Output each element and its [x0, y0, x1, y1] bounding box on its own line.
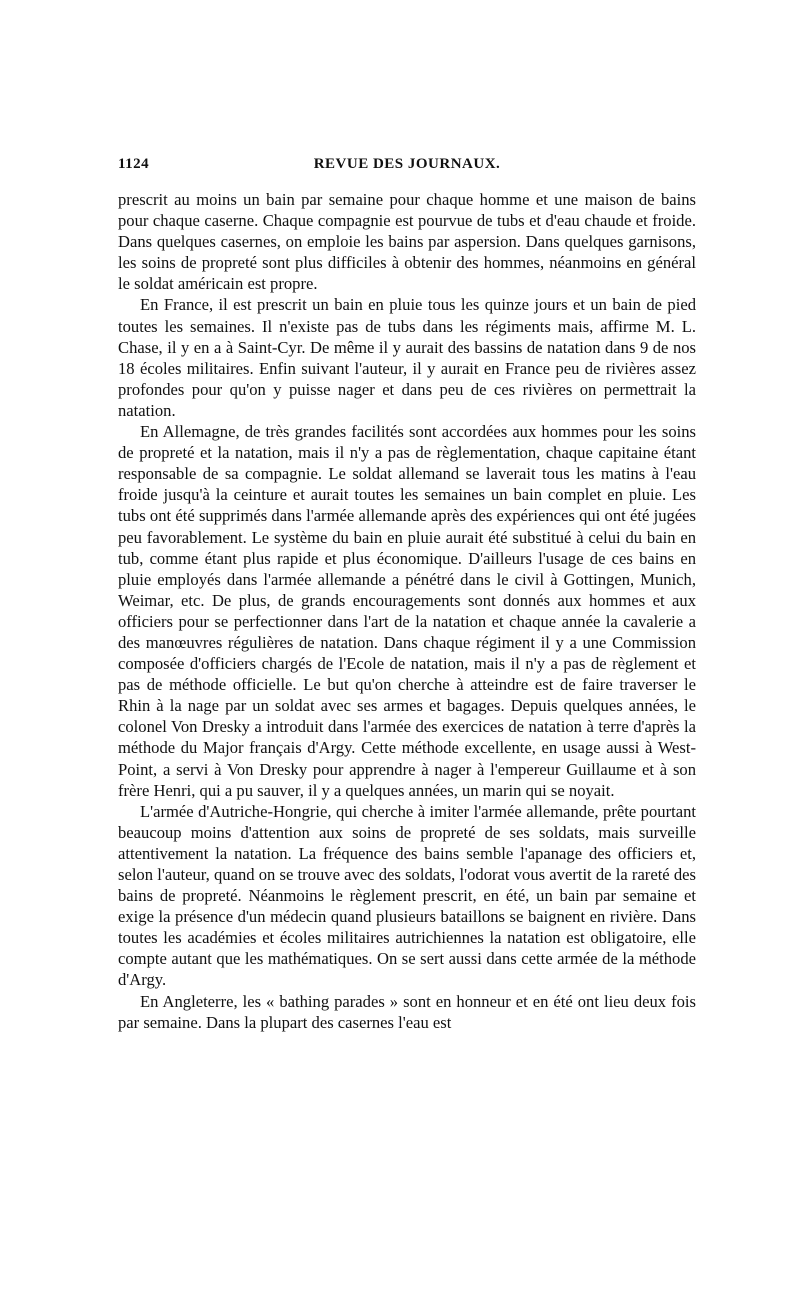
body-text — [118, 189, 696, 1033]
page-number: 1124 — [118, 156, 150, 172]
page — [118, 156, 696, 1033]
journal-title: REVUE DES JOURNAUX. — [313, 156, 501, 172]
paragraph-autriche-hongrie: L'armée d'Autriche-Hongrie, qui cherche à imiter l'armée allemande, prête pourtant beaucoup moins d'attention aux soins de propreté de ses soldats, mais surveille attentivement la natation. La fréquence des bains semble l'apanage des officiers et, selon l'auteur, quand on se trouve avec des soldats, l'odorat vous avertit de la rareté des bains de propreté. Néanmoins le règlement prescrit, en été, un bain par semaine et exige la présence d'un médecin quand plusieurs bataillons se baignent en rivière. Dans toutes les académies et écoles militaires autrichiennes la natation est obligatoire, elle compte autant que les mathématiques. On se sert aussi dans cette armée de la méthode d'Argy. — [118, 801, 696, 990]
paragraph-allemagne: En Allemagne, de très grandes facilités sont accordées aux hommes pour les soins de propreté et la natation, mais il n'y a pas de règlementation, chaque capitaine étant responsable de sa compagnie. Le soldat allemand se laverait tous les matins à l'eau froide jusqu'à la ceinture et aurait toutes les semaines un bain complet en pluie. Les tubs ont été supprimés dans l'armée allemande après des expériences qui ont été jugées peu favorablement. Le système du bain en pluie aurait été substitué à celui du bain en tub, comme étant plus rapide et plus économique. D'ailleurs l'usage de ces bains en pluie employés dans l'armée allemande a pénétré dans le civil à Gottingen, Munich, Weimar, etc. De plus, de grands encouragements sont donnés aux hommes et aux officiers pour se perfectionner dans l'art de la natation et chaque année la cavalerie a des manœuvres régulières de natation. Dans chaque régiment il y a une Commission composée d'officiers chargés de l'Ecole de natation, mais il n'y a pas de règlement et pas de méthode officielle. Le but qu'on cherche à atteindre est de faire traverser le Rhin à la nage par un soldat avec ses armes et bagages. Depuis quelques années, le colonel Von Dresky a introduit dans l'armée des exercices de natation à terre d'après la méthode du Major français d'Argy. Cette méthode excellente, en usage aussi à West-Point, a servi à Von Dresky pour apprendre à nager à l'empereur Guillaume et à son frère Henri, qui a pu sauver, il y a quelques années, un marin qui se noyait. — [118, 422, 696, 800]
paragraph-france: En France, il est prescrit un bain en pluie tous les quinze jours et un bain de pied toutes les semaines. Il n'existe pas de tubs dans les régiments mais, affirme M. L. Chase, il y en a à Saint-Cyr. De même il y aurait des bassins de natation dans 9 de nos 18 écoles militaires. Enfin suivant l'auteur, il y aurait en France peu de rivières assez profondes pour qu'on y puisse nager et dans peu de ces rivières on permettrait la natation. — [118, 295, 696, 420]
paragraph-continuation: prescrit au moins un bain par semaine pour chaque homme et une maison de bains pour chaque caserne. Chaque compagnie est pourvue de tubs et d'eau chaude et froide. Dans quelques casernes, on emploie les bains par aspersion. Dans quelques garnisons, les soins de propreté sont plus difficiles à obtenir des hommes, néanmoins en général le soldat américain est propre. — [118, 190, 696, 294]
running-head — [118, 156, 696, 178]
paragraph-angleterre: En Angleterre, les « bathing parades » sont en honneur et en été ont lieu deux fois par semaine. Dans la plupart des casernes l'eau est — [118, 991, 696, 1032]
